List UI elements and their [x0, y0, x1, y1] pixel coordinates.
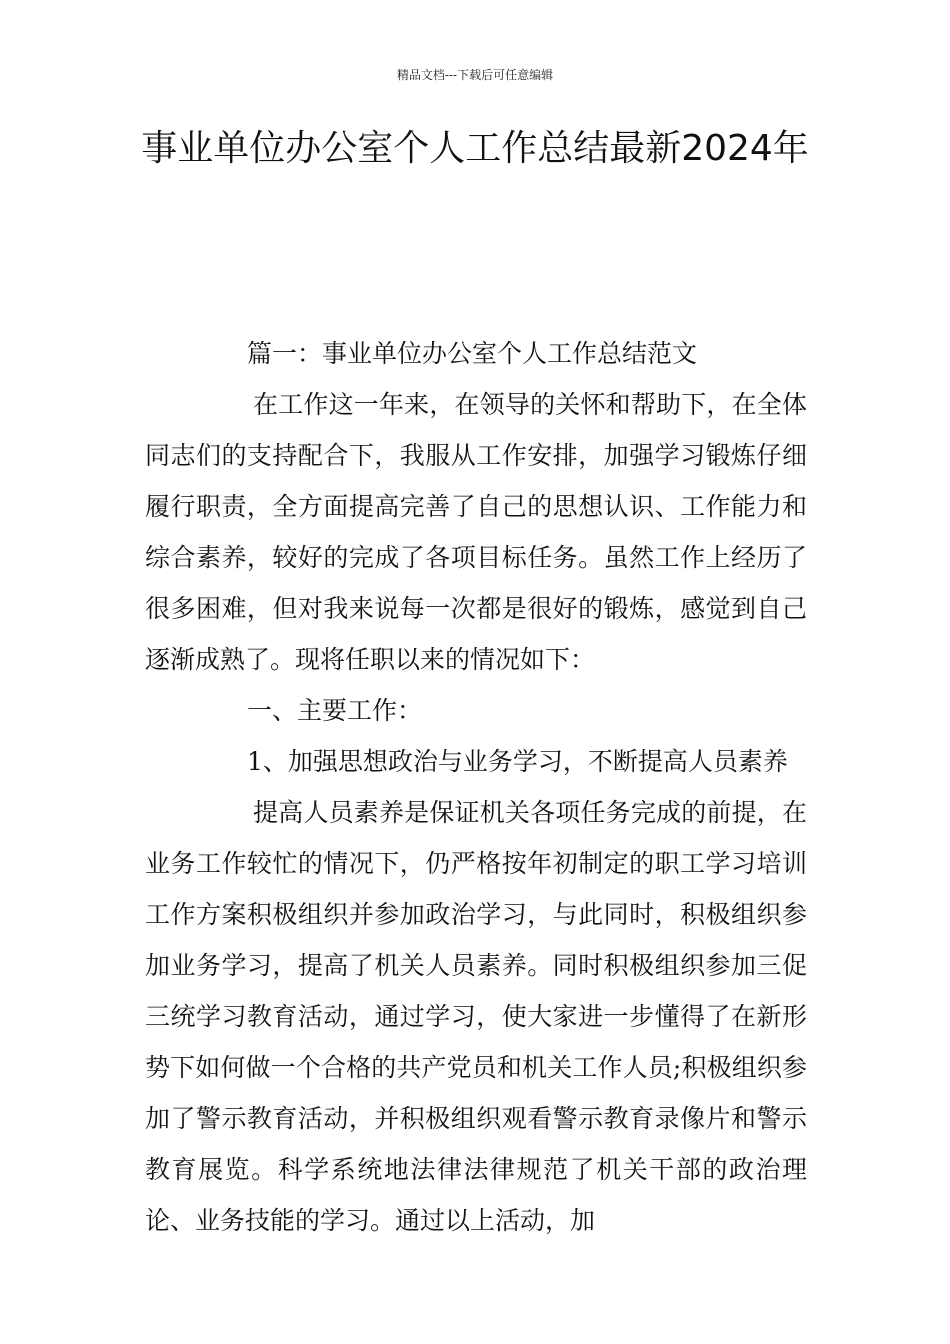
subheading-main-work: 一、主要工作： [247, 696, 423, 725]
document-body [145, 328, 807, 1246]
paragraph-intro: 在工作这一年来，在领导的关怀和帮助下，在全体同志们的支持配合下，我服从工作安排，加强学习锻炼仔细履行职责，全方面提高完善了自己的思想认识、工作能力和综合素养，较好的完成了各项目标任务。虽然工作上经历了很多困难，但对我来说每一次都是很好的锻炼，感觉到自己逐渐成熟了。现将任职以来的情况如下： [145, 390, 807, 674]
paragraph-study: 提高人员素养是保证机关各项任务完成的前提，在业务工作较忙的情况下，仍严格按年初制定的职工学习培训工作方案积极组织并参加政治学习，与此同时，积极组织参加业务学习，提高了机关人员素养。同时积极组织参加三促三统学习教育活动，通过学习，使大家进一步懂得了在新形势下如何做一个合格的共产党员和机关工作人员;积极组织参加了警示教育活动，并积极组织观看警示教育录像片和警示教育展览。科学系统地法律法律规范了机关干部的政治理论、业务技能的学习。通过以上活动，加 [145, 798, 807, 1235]
section-heading: 篇一：事业单位办公室个人工作总结范文 [247, 339, 698, 368]
document-title: 事业单位办公室个人工作总结最新2024年 [141, 128, 809, 169]
header-note: 精品文档---下载后可任意编辑 [396, 68, 554, 82]
subheading-study: 1、加强思想政治与业务学习，不断提高人员素养 [247, 747, 788, 776]
